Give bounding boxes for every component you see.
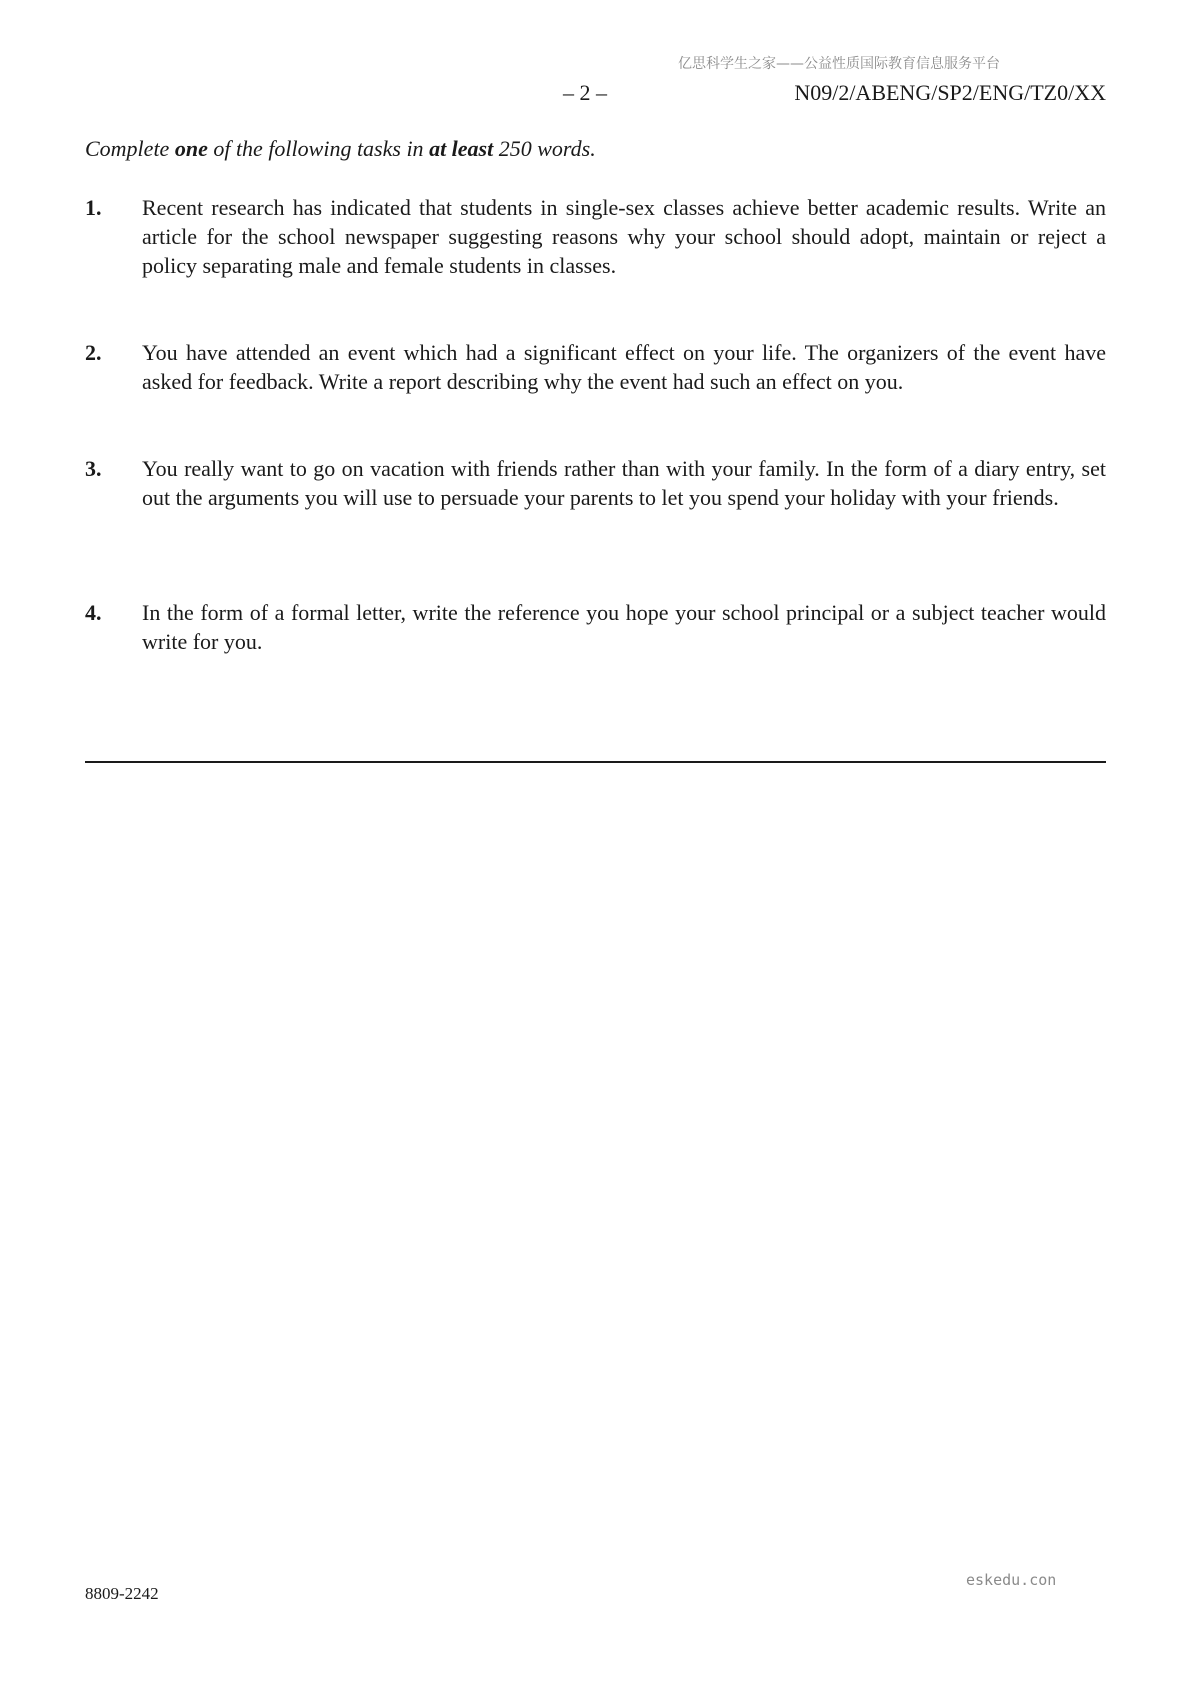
task-item [85, 338, 1106, 396]
instruction-part: of the following tasks in [207, 136, 430, 161]
task-text: You really want to go on vacation with friends rather than with your family. In the form of a diary entry, set out the arguments you will use to persuade your parents to let you spend your holiday with your friends. [142, 456, 1106, 510]
paper-code: N09/2/ABENG/SP2/ENG/TZ0/XX [794, 80, 1106, 105]
instruction-line [85, 136, 596, 162]
task-item [85, 454, 1106, 512]
instruction-part: 250 words. [493, 136, 596, 161]
task-number: 3. [85, 456, 102, 481]
task-number: 2. [85, 340, 102, 365]
task-number: 4. [85, 600, 102, 625]
task-number: 1. [85, 195, 102, 220]
task-text: In the form of a formal letter, write the reference you hope your school principal or a subject teacher would write for you. [142, 600, 1106, 654]
footer-code: 8809-2242 [85, 1584, 159, 1603]
task-item [85, 193, 1106, 280]
page-number: – 2 – [563, 80, 607, 105]
instruction-emphasis: one [174, 136, 208, 161]
instruction-part: Complete [85, 136, 175, 161]
section-divider [85, 761, 1106, 763]
task-text: Recent research has indicated that students in single-sex classes achieve better academic results. Write an article for the school newspaper suggesting reasons why your school should adopt, maintain or reject a policy separating male and female students in classes. [142, 195, 1106, 278]
instruction-emphasis: at least [429, 136, 494, 161]
watermark-header-text: 亿思科学生之家——公益性质国际教育信息服务平台 [678, 56, 1000, 72]
task-item [85, 598, 1106, 656]
task-text: You have attended an event which had a significant effect on your life. The organizers of the event have asked for feedback. Write a report describing why the event had such an effect on you. [142, 340, 1106, 394]
watermark-footer-text: eskedu.con [966, 1571, 1057, 1589]
